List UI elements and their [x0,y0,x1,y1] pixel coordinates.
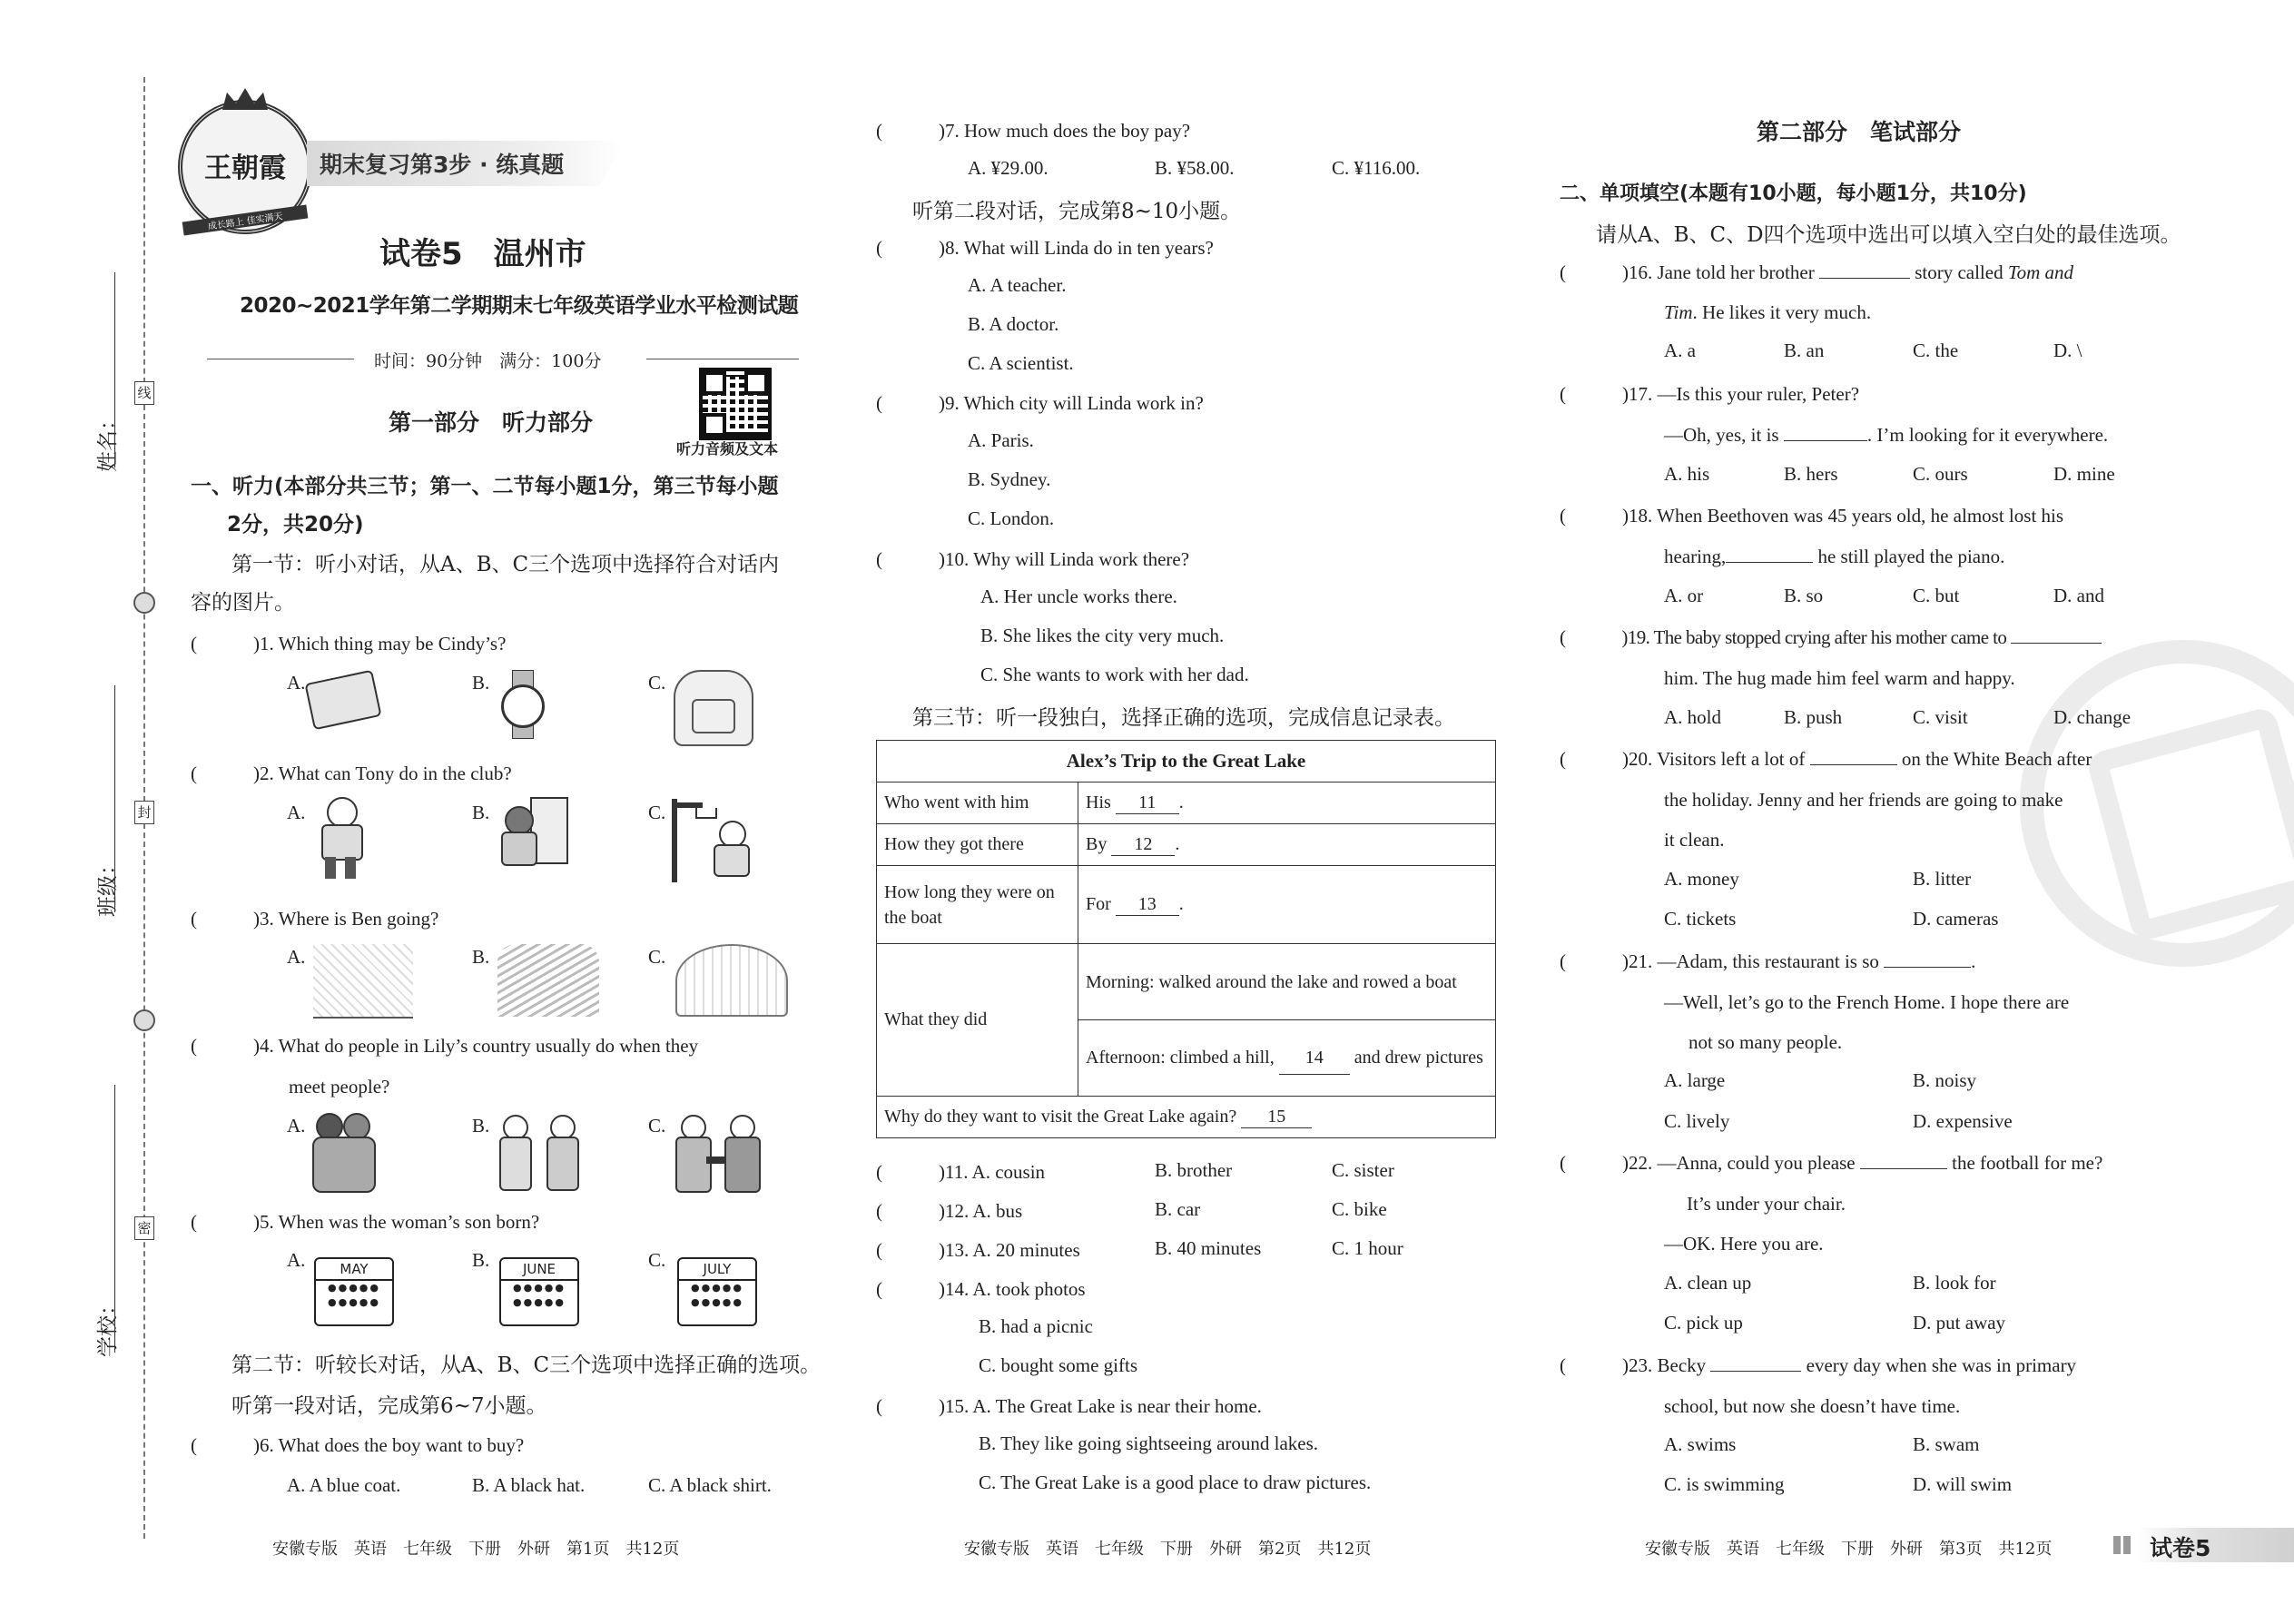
q8-option-b: B. A doctor. [968,313,1059,335]
question-19 [1560,625,2102,650]
answer-paren-open: ( [876,1161,882,1183]
q16-option-c: C. the [1913,340,1959,361]
q1-option-c-label: C. [648,672,666,694]
logo-motto: 成长路上 佳实满天 [182,204,309,235]
table-row-value: His 11 . [1078,782,1496,824]
q14-option-a: 14. A. took photos [945,1278,1086,1300]
question-23-line2: school, but now she doesn’t have time. [1664,1395,1961,1417]
table-r1-prefix: His [1086,792,1111,812]
answer-paren-close: ) [1622,505,1629,527]
question-13 [876,1237,1080,1263]
table-row-label: How long they were on the boat [877,866,1078,944]
answer-paren-close: ) [939,237,945,259]
q22-option-d: D. put away [1913,1312,2006,1334]
q8-option-c: C. A scientist. [968,352,1074,374]
question-19-text: 19. The baby stopped crying after his mother came to [1627,626,2007,648]
table-r4-suffix: and drew pictures [1354,1048,1483,1068]
question-15 [876,1393,1262,1419]
question-6 [191,1432,524,1458]
answer-paren-close: ) [253,908,260,930]
blank-11[interactable]: 11 [1116,792,1179,814]
listening-section-heading [191,468,779,544]
question-22-text: 22. —Anna, could you please [1629,1152,1856,1174]
question-23-text: 23. Becky [1629,1354,1707,1376]
answer-paren-open: ( [191,908,197,930]
answer-paren-open: ( [1560,950,1566,972]
table-r2-prefix: By [1086,833,1108,854]
q19-option-a: A. hold [1664,706,1721,728]
blank-16[interactable] [1819,278,1910,279]
table-r3-prefix: For [1086,893,1111,914]
q23-option-d: D. will swim [1913,1473,2013,1495]
answer-paren-close: ) [1622,383,1629,405]
q2-option-c-label: C. [648,802,666,823]
question-4-text: 4. What do people in Lily’s country usually do when they [260,1035,699,1057]
question-18-line2-a: hearing, [1664,546,1727,567]
q14-option-c: C. bought some gifts [979,1354,1138,1376]
q21-option-d: D. expensive [1913,1110,2013,1132]
q15-option-c: C. The Great Lake is a good place to draw pictures. [979,1471,1372,1493]
q2-option-b-label: B. [472,802,490,823]
part1-title: 第一部分 听力部分 [389,409,594,436]
question-2 [191,761,512,786]
blank-21[interactable] [1884,967,1971,968]
question-16-text-b: story called [1915,261,2004,283]
footer-badge-text: 试卷5 [2150,1535,2211,1561]
q21-option-a: A. large [1664,1069,1726,1091]
q16-option-d: D. \ [2053,340,2082,361]
binding-mark-feng: 封 [134,801,154,824]
table-title: Alex’s Trip to the Great Lake [877,741,1496,782]
answer-paren-close: ) [939,548,945,570]
question-17-line2-b: . I’m looking for it everywhere. [1866,424,2109,446]
question-18-line2 [1664,544,2004,569]
answer-paren-close: ) [253,1434,260,1456]
q1-option-b-label: B. [472,672,490,694]
q11-option-a: 11. A. cousin [945,1161,1046,1183]
q22-option-c: C. pick up [1664,1312,1743,1334]
answer-paren-close: ) [1622,261,1629,283]
name-field[interactable] [114,272,115,468]
q12-option-c: C. bike [1332,1198,1387,1220]
q18-option-a: A. or [1664,585,1704,606]
question-16 [1560,260,2073,285]
question-12 [876,1198,1022,1224]
calendar-july-icon[interactable]: JULY ●●●●● ●●●●● [677,1257,757,1326]
blank-12[interactable]: 12 [1111,834,1175,856]
blank-23[interactable] [1710,1371,1801,1372]
question-1 [191,631,506,656]
q13-option-c: C. 1 hour [1332,1237,1403,1259]
logo-emblem [178,100,312,234]
question-9 [876,390,1204,416]
boy-basketball-icon[interactable] [672,799,753,882]
question-17-line2 [1664,422,2108,448]
section2-sub: 听第一段对话，完成第6~7小题。 [231,1394,547,1418]
part2-instruction: 请从A、B、C、D四个选项中选出可以填入空白处的最佳选项。 [1596,223,2181,247]
q10-option-c: C. She wants to work with her dad. [980,664,1249,685]
paper-title: 试卷5 温州市 [379,236,586,272]
answer-paren-open: ( [876,1239,882,1261]
question-17 [1560,381,1859,407]
question-3-text: 3. Where is Ben going? [260,908,439,930]
question-22-text-b: the football for me? [1952,1152,2103,1174]
table-afternoon [1078,1020,1496,1097]
q20-option-b: B. litter [1913,868,1972,890]
answer-paren-open: ( [191,633,197,655]
table-row-label: How they got there [877,824,1078,866]
blank-15[interactable]: 15 [1241,1107,1312,1128]
answer-paren-close: ) [939,1239,945,1261]
answer-paren-close: ) [1622,1354,1629,1376]
trip-info-table [876,740,1496,1138]
q13-option-b: B. 40 minutes [1155,1237,1262,1259]
answer-paren-close: ) [1622,950,1629,972]
q4-option-b-label: B. [472,1115,490,1137]
q3-option-c-label: C. [648,946,666,968]
answer-paren-open: ( [191,1211,197,1233]
answer-paren-open: ( [876,1395,882,1417]
question-20-text-b: on the White Beach after [1901,748,2092,770]
question-8-text: 8. What will Linda do in ten years? [945,237,1214,259]
calendar-june-month: JUNE [501,1259,577,1281]
q21-option-b: B. noisy [1913,1069,1977,1091]
q23-option-a: A. swims [1664,1433,1737,1455]
question-2-text: 2. What can Tony do in the club? [260,763,512,784]
question-22-line3: —OK. Here you are. [1664,1233,1824,1255]
binding-mark-xian: 线 [134,381,154,405]
footer-squares-icon [2113,1536,2132,1554]
question-22 [1560,1150,2102,1176]
answer-paren-close: ) [253,763,260,784]
q19-option-c: C. visit [1913,706,1968,728]
boy-singing-icon[interactable] [309,797,372,881]
question-1-text: 1. Which thing may be Cindy’s? [260,633,507,655]
q9-option-c: C. London. [968,507,1055,529]
answer-paren-open: ( [1560,261,1566,283]
blank-18[interactable] [1726,562,1813,563]
q15-option-b: B. They like going sightseeing around lakes. [979,1432,1319,1454]
question-11 [876,1159,1045,1185]
q5-option-b-label: B. [472,1249,490,1271]
section1-intro [191,546,779,622]
qr-code-icon[interactable] [699,368,772,440]
question-7-text: 7. How much does the boy pay? [945,120,1191,142]
q7-option-a: A. ¥29.00. [968,157,1049,179]
class-field[interactable] [114,685,115,912]
table-r4-prefix: Afternoon: climbed a hill, [1086,1048,1275,1068]
q17-option-d: D. mine [2053,463,2115,485]
calendar-june-icon[interactable]: JUNE ●●●●● ●●●●● [499,1257,579,1326]
question-21-line2: —Well, let’s go to the French Home. I hope there are [1664,991,2070,1013]
question-10 [876,546,1189,572]
q4-option-c-label: C. [648,1115,666,1137]
question-4-line2: meet people? [289,1076,390,1097]
footer-page-3: 安徽专版 英语 七年级 下册 外研 第3页 共12页 [1645,1540,2053,1559]
question-17-text: 17. —Is this your ruler, Peter? [1629,383,1860,405]
wallet-icon[interactable] [304,670,381,731]
question-18-text: 18. When Beethoven was 45 years old, he almost lost his [1629,505,2064,527]
people-shaking-hands-icon[interactable] [672,1109,763,1193]
question-16-line2 [1664,300,1871,325]
q9-option-b: B. Sydney. [968,468,1051,490]
question-6-text: 6. What does the boy want to buy? [260,1434,525,1456]
q21-option-c: C. lively [1664,1110,1730,1132]
answer-paren-open: ( [876,548,882,570]
q4-option-a-label: A. [287,1115,306,1137]
people-hugging-icon[interactable] [309,1109,378,1193]
table-row-label: Who went with him [877,782,1078,824]
boy-painting-icon[interactable] [497,797,566,881]
q8-option-a: A. A teacher. [968,274,1067,296]
question-16-text: 16. Jane told her brother [1629,261,1815,283]
blank-22[interactable] [1860,1168,1947,1169]
table-row-value: By 12 . [1078,824,1496,866]
answer-paren-close: ) [1622,748,1629,770]
q13-option-a: 13. A. 20 minutes [945,1239,1080,1261]
question-16-tail: . He likes it very much. [1692,301,1872,323]
q12-option-a: 12. A. bus [945,1200,1023,1222]
q10-option-b: B. She likes the city very much. [980,625,1225,646]
blank-19[interactable] [2011,643,2102,644]
question-21-text: 21. —Adam, this restaurant is so [1629,950,1879,972]
q14-option-b: B. had a picnic [979,1315,1093,1337]
q15-option-a: 15. A. The Great Lake is near their home. [945,1395,1262,1417]
answer-paren-close: ) [939,1395,945,1417]
q16-option-a: A. a [1664,340,1696,361]
answer-paren-open: ( [1560,1152,1566,1174]
question-8 [876,235,1214,261]
q7-option-c: C. ¥116.00. [1332,157,1421,179]
q5-option-a-label: A. [287,1249,306,1271]
q20-option-a: A. money [1664,868,1739,890]
binding-hole-icon [133,1009,155,1031]
calendar-may-icon[interactable]: MAY ●●●●● ●●●●● [314,1257,394,1326]
part2-section-heading: 二、单项填空(本题有10小题，每小题1分，共10分) [1560,182,2027,205]
answer-paren-close: ) [939,1161,945,1183]
question-20-line3: it clean. [1664,829,1725,851]
crown-icon [222,88,268,110]
question-20-line2: the holiday. Jenny and her friends are going to make [1664,789,2063,811]
q23-option-c: C. is swimming [1664,1473,1785,1495]
question-16-title-b: Tim [1664,301,1693,323]
binding-mark-mi: 密 [134,1216,154,1240]
q1-option-a-label: A. [287,672,306,694]
blank-13[interactable]: 13 [1116,894,1179,916]
q19-option-d: D. change [2053,706,2132,728]
section1-intro-line2: 容的图片。 [191,591,295,615]
answer-paren-open: ( [876,1200,882,1222]
class-label: 班级： [96,854,120,917]
answer-paren-close: ) [253,1211,260,1233]
name-label: 姓名： [96,409,120,472]
q22-option-b: B. look for [1913,1272,1996,1294]
part2-title: 第二部分 笔试部分 [1757,119,1962,145]
answer-paren-open: ( [876,392,882,414]
listening-heading-line2: 2分，共20分) [227,513,364,536]
calendar-july-month: JULY [679,1259,755,1281]
q5-option-c-label: C. [648,1249,666,1271]
answer-paren-open: ( [876,1278,882,1300]
footer-page-2: 安徽专版 英语 七年级 下册 外研 第2页 共12页 [964,1540,1372,1559]
answer-paren-close: ) [939,1200,945,1222]
q6-option-a: A. A blue coat. [287,1474,401,1496]
answer-paren-open: ( [1560,626,1566,648]
question-18 [1560,503,2063,528]
question-18-line2-b: he still played the piano. [1817,546,2005,567]
q11-option-b: B. brother [1155,1159,1233,1181]
answer-paren-close: ) [1622,1152,1629,1174]
school-label: 学校： [96,1294,120,1357]
blank-20[interactable] [1810,764,1897,765]
question-21 [1560,949,1975,974]
question-14 [876,1276,1086,1302]
question-4 [191,1033,698,1058]
table-morning: Morning: walked around the lake and rowed a boat [1078,944,1496,1020]
answer-paren-open: ( [1560,383,1566,405]
question-17-line2-a: —Oh, yes, it is [1664,424,1779,446]
museum-scene-icon[interactable] [675,944,788,1017]
table-row-label: What they did [877,944,1078,1097]
q22-option-a: A. clean up [1664,1272,1752,1294]
answer-paren-open: ( [1560,1354,1566,1376]
answer-paren-close: ) [939,120,945,142]
answer-paren-open: ( [191,1035,197,1057]
answer-paren-open: ( [1560,748,1566,770]
q7-option-b: B. ¥58.00. [1155,157,1235,179]
q3-option-b-label: B. [472,946,490,968]
q18-option-d: D. and [2053,585,2104,606]
question-19-line2: him. The hug made him feel warm and happy. [1664,667,2015,689]
question-16-title-a: Tom and [2007,261,2074,283]
answer-paren-close: ) [939,1278,945,1300]
watch-icon[interactable] [499,670,545,737]
question-10-text: 10. Why will Linda work there? [945,548,1190,570]
q20-option-c: C. tickets [1664,908,1737,930]
backpack-icon[interactable] [674,670,753,746]
question-5-text: 5. When was the woman’s son born? [260,1211,540,1233]
section1-intro-line1: 第一节：听小对话，从A、B、C三个选项中选择符合对话内 [231,553,780,576]
q17-option-b: B. hers [1784,463,1838,485]
zoo-scene-icon[interactable] [497,944,599,1017]
q18-option-b: B. so [1784,585,1824,606]
q20-option-d: D. cameras [1913,908,1999,930]
people-waving-icon[interactable] [497,1109,581,1193]
q3-option-a-label: A. [287,946,306,968]
question-20-text: 20. Visitors left a lot of [1629,748,1806,770]
binding-hole-icon [133,592,155,614]
answer-paren-close: ) [939,392,945,414]
q6-option-b: B. A black hat. [472,1474,586,1496]
qr-caption: 听力音频及文本 [676,440,779,458]
school-field[interactable] [114,1085,115,1353]
question-21-line3: not so many people. [1689,1031,1843,1053]
listening-heading-line1: 一、听力(本部分共三节；第一、二节每小题1分，第三节每小题 [191,475,779,498]
table-r5-label: Why do they want to visit the Great Lake again? [884,1106,1237,1127]
answer-paren-open: ( [876,120,882,142]
q12-option-b: B. car [1155,1198,1201,1220]
question-9-text: 9. Which city will Linda work in? [945,392,1204,414]
q6-option-c: C. A black shirt. [648,1474,772,1496]
answer-paren-open: ( [876,237,882,259]
answer-paren-close: ) [1621,626,1628,648]
q18-option-c: C. but [1913,585,1960,606]
question-5 [191,1209,539,1235]
chapter-banner-text: 期末复习第3步 · 练真题 [320,152,565,178]
question-3 [191,906,438,931]
q2-option-a-label: A. [287,802,306,823]
answer-paren-close: ) [253,633,260,655]
section2-sub2: 听第二段对话，完成第8~10小题。 [912,200,1242,223]
answer-paren-open: ( [1560,505,1566,527]
section3-intro: 第三节：听一段独白，选择正确的选项，完成信息记录表。 [912,706,1455,730]
q11-option-c: C. sister [1332,1159,1394,1181]
blank-14[interactable]: 14 [1279,1041,1350,1075]
section2-intro: 第二节：听较长对话，从A、B、C三个选项中选择正确的选项。 [231,1353,822,1377]
q19-option-b: B. push [1784,706,1843,728]
question-23 [1560,1353,2076,1378]
question-7 [876,118,1190,143]
park-scene-icon[interactable] [313,944,413,1019]
footer-page-1: 安徽专版 英语 七年级 下册 外研 第1页 共12页 [272,1540,680,1559]
q17-option-c: C. ours [1913,463,1968,485]
logo-text: 王朝霞 [204,153,286,184]
q17-option-a: A. his [1664,463,1710,485]
answer-paren-close: ) [253,1035,260,1057]
answer-paren-open: ( [191,763,197,784]
question-21-tail: . [1971,950,1976,972]
calendar-may-month: MAY [316,1259,392,1281]
q23-option-b: B. swam [1913,1433,1980,1455]
question-23-text-b: every day when she was in primary [1806,1354,2077,1376]
q9-option-a: A. Paris. [968,429,1034,451]
table-row-value [877,1097,1496,1138]
time-limit: 时间：90分钟 满分：100分 [374,351,602,371]
table-row-value: For 13 . [1078,866,1496,944]
paper-subtitle: 2020~2021学年第二学期期末七年级英语学业水平检测试题 [240,294,799,318]
blank-17[interactable] [1784,440,1867,441]
answer-paren-open: ( [191,1434,197,1456]
question-22-line2: It’s under your chair. [1687,1193,1846,1215]
q16-option-b: B. an [1784,340,1825,361]
question-20 [1560,746,2092,772]
q10-option-a: A. Her uncle works there. [980,586,1177,607]
